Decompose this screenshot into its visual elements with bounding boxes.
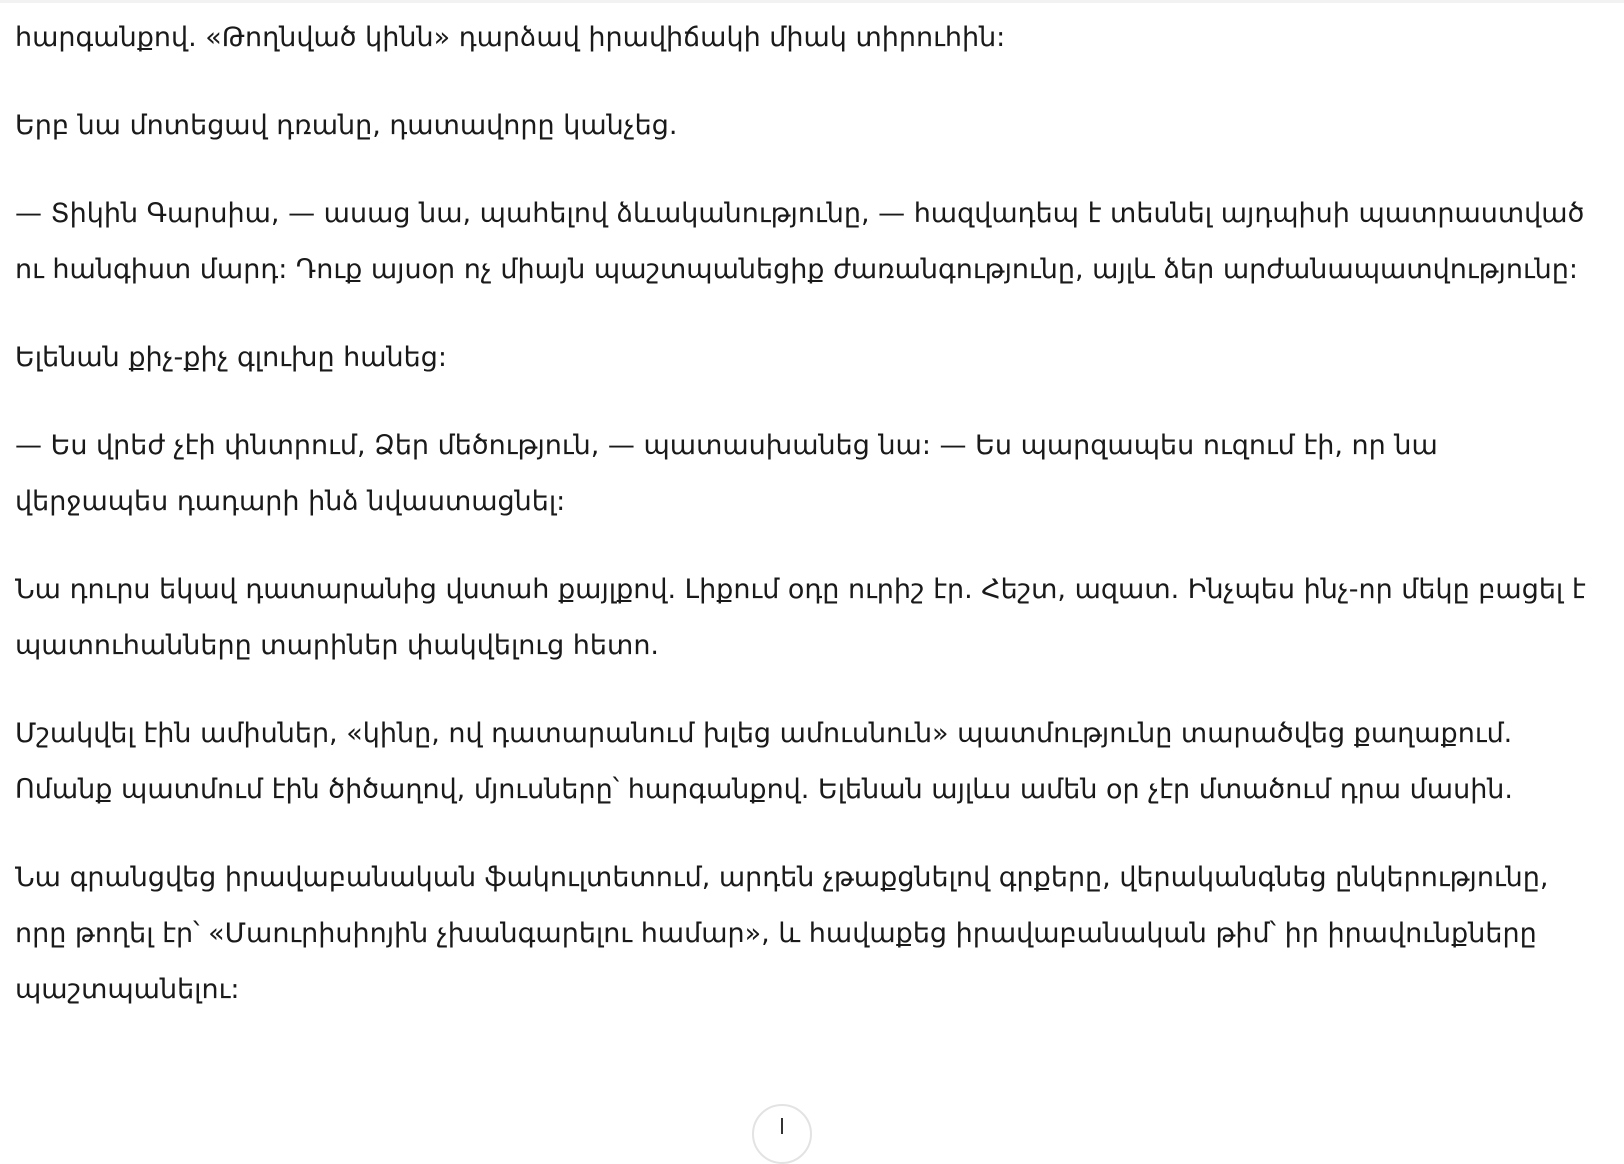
paragraph: — Տիկին Գարսիա, — ասաց նա, պահելով ձևականությունը, — հազվադեպ է տեսնել այդպիսի պատրաստված ու հանգիստ մարդ: Դուք այսօր ոչ միայն պաշտպանեցիք ժառանգությունը, այլև ձեր արժանապատվությունը: xyxy=(15,198,1585,285)
paragraph: Նա գրանցվեց իրավաբանական ֆակուլտետում, արդեն չթաքցնելով գրքերը, վերականգնեց ընկերությունը, որը թողել էր՝ «Մաուրիսիոյին չխանգարելու համար», և հավաքեց իրավաբանական թիմ՝ իր իրավունքները պաշտպանելու: xyxy=(15,862,1549,1005)
scroll-down-button[interactable] xyxy=(752,1104,812,1164)
paragraph: Նա դուրս եկավ դատարանից վստահ քայլքով. Լիքում օդը ուրիշ էր. Հեշտ, ազատ. Ինչպես ինչ-որ մեկը բացել է պատուհանները տարիներ փակվելուց հետո. xyxy=(15,574,1586,661)
paragraph: Երբ նա մոտեցավ դռանը, դատավորը կանչեց. xyxy=(15,110,678,141)
arrow-down-icon xyxy=(781,1118,783,1134)
paragraph: Ելենան քիչ-քիչ գլուխը հանեց: xyxy=(15,342,447,373)
article-body xyxy=(15,10,1595,1050)
paragraph: — Ես վրեժ չէի փնտրում, Ձեր մեծություն, — պատասխանեց նա: — Ես պարզապես ուզում էի, որ նա վերջապես դադարի ինձ նվաստացնել: xyxy=(15,430,1438,517)
paragraph: հարգանքով. «Թողնված կինն» դարձավ իրավիճակի միակ տիրուհին: xyxy=(15,22,1006,53)
paragraph: Մշակվել էին ամիսներ, «կինը, ով դատարանում խլեց ամուսնուն» պատմությունը տարածվեց քաղաքում. Ոմանք պատմում էին ծիծաղով, մյուսները՝ հարգանքով. Ելենան այլևս ամեն օր չէր մտածում դրա մասին. xyxy=(15,718,1513,805)
